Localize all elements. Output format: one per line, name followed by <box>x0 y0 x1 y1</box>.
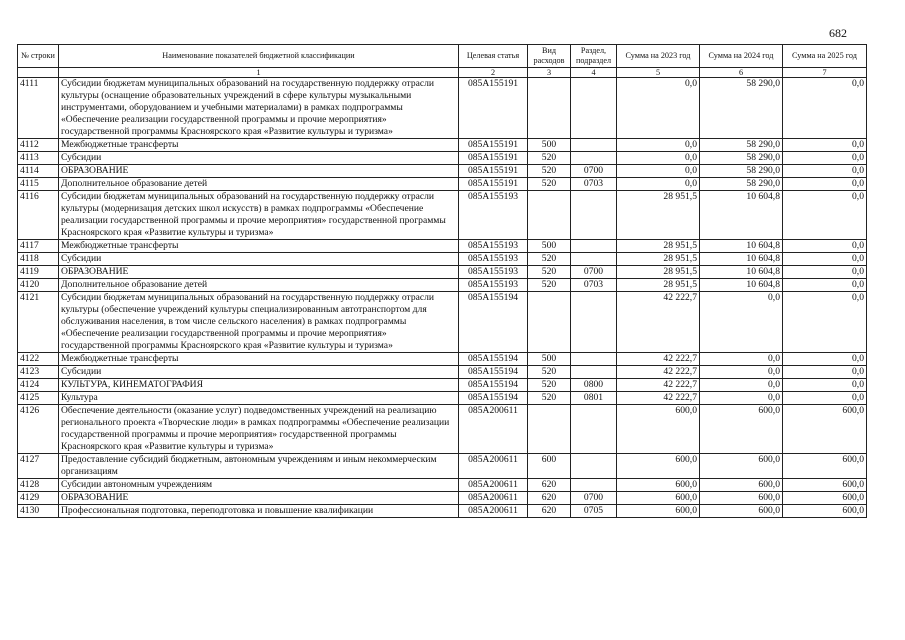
sum-2023: 28 951,5 <box>617 253 700 266</box>
row-number: 4118 <box>18 253 59 266</box>
indicator-name: Субсидии <box>59 152 459 165</box>
expense-type: 620 <box>528 492 571 505</box>
indicator-name: Межбюджетные трансферты <box>59 353 459 366</box>
expense-type: 620 <box>528 479 571 492</box>
section-code: 0700 <box>571 165 617 178</box>
header-sum-2025: Сумма на 2025 год <box>783 45 867 68</box>
row-number: 4126 <box>18 405 59 454</box>
section-code <box>571 479 617 492</box>
section-code <box>571 253 617 266</box>
sum-2024: 0,0 <box>700 366 783 379</box>
sum-2025: 0,0 <box>783 353 867 366</box>
table-row <box>18 139 867 152</box>
indicator-name: Субсидии <box>59 366 459 379</box>
expense-type: 520 <box>528 392 571 405</box>
indicator-name: КУЛЬТУРА, КИНЕМАТОГРАФИЯ <box>59 379 459 392</box>
sum-2024: 10 604,8 <box>700 191 783 240</box>
target-item: 085А155194 <box>459 292 528 353</box>
column-index: 1 <box>59 68 459 78</box>
section-code <box>571 191 617 240</box>
indicator-name: Культура <box>59 392 459 405</box>
expense-type: 620 <box>528 505 571 518</box>
budget-table <box>17 44 867 518</box>
row-number: 4129 <box>18 492 59 505</box>
sum-2025: 600,0 <box>783 405 867 454</box>
sum-2024: 10 604,8 <box>700 279 783 292</box>
expense-type: 600 <box>528 454 571 479</box>
sum-2025: 0,0 <box>783 139 867 152</box>
expense-type: 520 <box>528 366 571 379</box>
target-item: 085А155193 <box>459 279 528 292</box>
target-item: 085А200611 <box>459 505 528 518</box>
sum-2024: 0,0 <box>700 292 783 353</box>
target-item: 085А155191 <box>459 152 528 165</box>
sum-2023: 0,0 <box>617 78 700 139</box>
table-row <box>18 279 867 292</box>
indicator-name: Межбюджетные трансферты <box>59 240 459 253</box>
expense-type: 520 <box>528 253 571 266</box>
row-number: 4115 <box>18 178 59 191</box>
target-item: 085А155194 <box>459 392 528 405</box>
section-code: 0800 <box>571 379 617 392</box>
section-code: 0700 <box>571 266 617 279</box>
target-item: 085А155193 <box>459 191 528 240</box>
expense-type: 500 <box>528 139 571 152</box>
sum-2023: 600,0 <box>617 454 700 479</box>
target-item: 085А155193 <box>459 266 528 279</box>
expense-type: 500 <box>528 240 571 253</box>
sum-2025: 0,0 <box>783 292 867 353</box>
indicator-name: Субсидии <box>59 253 459 266</box>
target-item: 085А200611 <box>459 454 528 479</box>
section-code <box>571 405 617 454</box>
row-number: 4121 <box>18 292 59 353</box>
section-code <box>571 454 617 479</box>
expense-type <box>528 292 571 353</box>
sum-2025: 0,0 <box>783 78 867 139</box>
sum-2023: 600,0 <box>617 505 700 518</box>
indicator-name: ОБРАЗОВАНИЕ <box>59 165 459 178</box>
row-number: 4111 <box>18 78 59 139</box>
row-number: 4112 <box>18 139 59 152</box>
sum-2025: 0,0 <box>783 379 867 392</box>
table-row <box>18 266 867 279</box>
indicator-name: Субсидии бюджетам муниципальных образований на государственную поддержку отрасли культуры (обеспечение учреждений культуры специализированным автотранспортом для обслуживания населения, в том числе сельского населения) в рамках подпрограммы «Обеспечение реализации государственной программы и прочие мероприятия» государственной программы Красноярского края «Развитие культуры и туризма» <box>59 292 459 353</box>
row-number: 4123 <box>18 366 59 379</box>
sum-2023: 42 222,7 <box>617 292 700 353</box>
sum-2024: 0,0 <box>700 353 783 366</box>
indicator-name: Предоставление субсидий бюджетным, автономным учреждениям и иным некоммерческим организациям <box>59 454 459 479</box>
expense-type: 520 <box>528 152 571 165</box>
table-row <box>18 292 867 353</box>
header-name: Наименование показателей бюджетной классификации <box>59 45 459 68</box>
sum-2023: 0,0 <box>617 139 700 152</box>
section-code <box>571 78 617 139</box>
indicator-name: Профессиональная подготовка, переподготовка и повышение квалификации <box>59 505 459 518</box>
column-index: 3 <box>528 68 571 78</box>
table-row <box>18 405 867 454</box>
sum-2023: 28 951,5 <box>617 191 700 240</box>
section-code: 0705 <box>571 505 617 518</box>
sum-2023: 600,0 <box>617 479 700 492</box>
sum-2025: 0,0 <box>783 178 867 191</box>
indicator-name: Субсидии бюджетам муниципальных образований на государственную поддержку отрасли культуры (модернизация детских школ искусств) в рамках подпрограммы «Обеспечение реализации государственной программы и прочие мероприятия» государственной программы Красноярского края «Развитие культуры и туризма» <box>59 191 459 240</box>
target-item: 085А200611 <box>459 479 528 492</box>
sum-2025: 0,0 <box>783 240 867 253</box>
sum-2024: 58 290,0 <box>700 152 783 165</box>
table-row <box>18 253 867 266</box>
column-index: 5 <box>617 68 700 78</box>
row-number: 4128 <box>18 479 59 492</box>
sum-2025: 0,0 <box>783 279 867 292</box>
column-index <box>18 68 59 78</box>
row-number: 4124 <box>18 379 59 392</box>
section-code <box>571 240 617 253</box>
sum-2025: 0,0 <box>783 392 867 405</box>
sum-2024: 58 290,0 <box>700 178 783 191</box>
expense-type <box>528 78 571 139</box>
section-code <box>571 366 617 379</box>
sum-2025: 0,0 <box>783 366 867 379</box>
section-code <box>571 139 617 152</box>
target-item: 085А200611 <box>459 405 528 454</box>
sum-2023: 42 222,7 <box>617 366 700 379</box>
sum-2024: 58 290,0 <box>700 139 783 152</box>
expense-type: 520 <box>528 379 571 392</box>
row-number: 4125 <box>18 392 59 405</box>
indicator-name: ОБРАЗОВАНИЕ <box>59 266 459 279</box>
section-code: 0801 <box>571 392 617 405</box>
sum-2024: 0,0 <box>700 392 783 405</box>
table-row <box>18 454 867 479</box>
sum-2025: 0,0 <box>783 165 867 178</box>
indicator-name: Межбюджетные трансферты <box>59 139 459 152</box>
sum-2023: 600,0 <box>617 405 700 454</box>
row-number: 4130 <box>18 505 59 518</box>
expense-type <box>528 405 571 454</box>
section-code <box>571 152 617 165</box>
table-row <box>18 78 867 139</box>
table-row <box>18 240 867 253</box>
page-number: 682 <box>829 26 847 40</box>
target-item: 085А155193 <box>459 253 528 266</box>
row-number: 4119 <box>18 266 59 279</box>
expense-type: 500 <box>528 353 571 366</box>
table-row <box>18 392 867 405</box>
indicator-name: Дополнительное образование детей <box>59 279 459 292</box>
indicator-name: Обеспечение деятельности (оказание услуг) подведомственных учреждений на реализацию регионального проекта «Творческие люди» в рамках подпрограммы «Обеспечение реализации государственной программы и прочие мероприятия» государственной программы Красноярского края «Развитие культуры и туризма» <box>59 405 459 454</box>
row-number: 4113 <box>18 152 59 165</box>
sum-2024: 10 604,8 <box>700 240 783 253</box>
column-index: 2 <box>459 68 528 78</box>
row-number: 4116 <box>18 191 59 240</box>
section-code: 0700 <box>571 492 617 505</box>
row-number: 4120 <box>18 279 59 292</box>
table-row <box>18 165 867 178</box>
target-item: 085А155194 <box>459 353 528 366</box>
table-row <box>18 366 867 379</box>
indicator-name: ОБРАЗОВАНИЕ <box>59 492 459 505</box>
table-row <box>18 492 867 505</box>
sum-2023: 42 222,7 <box>617 392 700 405</box>
header-target-item: Целевая статья <box>459 45 528 68</box>
header-row <box>18 45 867 68</box>
sum-2024: 58 290,0 <box>700 78 783 139</box>
sum-2023: 42 222,7 <box>617 379 700 392</box>
sum-2024: 600,0 <box>700 479 783 492</box>
table-row <box>18 505 867 518</box>
row-number: 4117 <box>18 240 59 253</box>
sum-2024: 600,0 <box>700 505 783 518</box>
sum-2023: 28 951,5 <box>617 279 700 292</box>
sum-2024: 58 290,0 <box>700 165 783 178</box>
sum-2023: 0,0 <box>617 152 700 165</box>
sum-2025: 600,0 <box>783 454 867 479</box>
sum-2025: 600,0 <box>783 492 867 505</box>
row-number: 4122 <box>18 353 59 366</box>
sum-2024: 600,0 <box>700 454 783 479</box>
sum-2023: 600,0 <box>617 492 700 505</box>
row-number: 4114 <box>18 165 59 178</box>
sum-2025: 0,0 <box>783 253 867 266</box>
target-item: 085А155191 <box>459 78 528 139</box>
sum-2025: 600,0 <box>783 505 867 518</box>
sum-2023: 0,0 <box>617 165 700 178</box>
column-index: 7 <box>783 68 867 78</box>
sum-2025: 0,0 <box>783 191 867 240</box>
section-code <box>571 292 617 353</box>
sum-2023: 28 951,5 <box>617 240 700 253</box>
expense-type: 520 <box>528 266 571 279</box>
table-row <box>18 479 867 492</box>
header-row-number: № строки <box>18 45 59 68</box>
expense-type: 520 <box>528 165 571 178</box>
target-item: 085А155191 <box>459 139 528 152</box>
table-row <box>18 191 867 240</box>
sum-2024: 600,0 <box>700 405 783 454</box>
target-item: 085А155193 <box>459 240 528 253</box>
sum-2024: 10 604,8 <box>700 253 783 266</box>
target-item: 085А200611 <box>459 492 528 505</box>
header-sum-2023: Сумма на 2023 год <box>617 45 700 68</box>
sum-2025: 0,0 <box>783 152 867 165</box>
header-expense-type: Вид расходов <box>528 45 571 68</box>
expense-type: 520 <box>528 279 571 292</box>
sum-2024: 10 604,8 <box>700 266 783 279</box>
expense-type <box>528 191 571 240</box>
row-number: 4127 <box>18 454 59 479</box>
sum-2023: 28 951,5 <box>617 266 700 279</box>
sum-2023: 0,0 <box>617 178 700 191</box>
target-item: 085А155194 <box>459 366 528 379</box>
section-code: 0703 <box>571 178 617 191</box>
section-code <box>571 353 617 366</box>
indicator-name: Субсидии автономным учреждениям <box>59 479 459 492</box>
header-sum-2024: Сумма на 2024 год <box>700 45 783 68</box>
sum-2024: 0,0 <box>700 379 783 392</box>
target-item: 085А155194 <box>459 379 528 392</box>
column-index-row <box>18 68 867 78</box>
sum-2023: 42 222,7 <box>617 353 700 366</box>
column-index: 4 <box>571 68 617 78</box>
header-section: Раздел, подраздел <box>571 45 617 68</box>
section-code: 0703 <box>571 279 617 292</box>
target-item: 085А155191 <box>459 178 528 191</box>
table-row <box>18 379 867 392</box>
indicator-name: Дополнительное образование детей <box>59 178 459 191</box>
sum-2025: 600,0 <box>783 479 867 492</box>
expense-type: 520 <box>528 178 571 191</box>
sum-2024: 600,0 <box>700 492 783 505</box>
target-item: 085А155191 <box>459 165 528 178</box>
table-row <box>18 353 867 366</box>
indicator-name: Субсидии бюджетам муниципальных образований на государственную поддержку отрасли культуры (оснащение образовательных учреждений в сфере культуры музыкальными инструментами, оборудованием и учебными материалами) в рамках подпрограммы «Обеспечение реализации государственной программы и прочие мероприятия» государственной программы Красноярского края «Развитие культуры и туризма» <box>59 78 459 139</box>
sum-2025: 0,0 <box>783 266 867 279</box>
table-row <box>18 178 867 191</box>
column-index: 6 <box>700 68 783 78</box>
table-row <box>18 152 867 165</box>
